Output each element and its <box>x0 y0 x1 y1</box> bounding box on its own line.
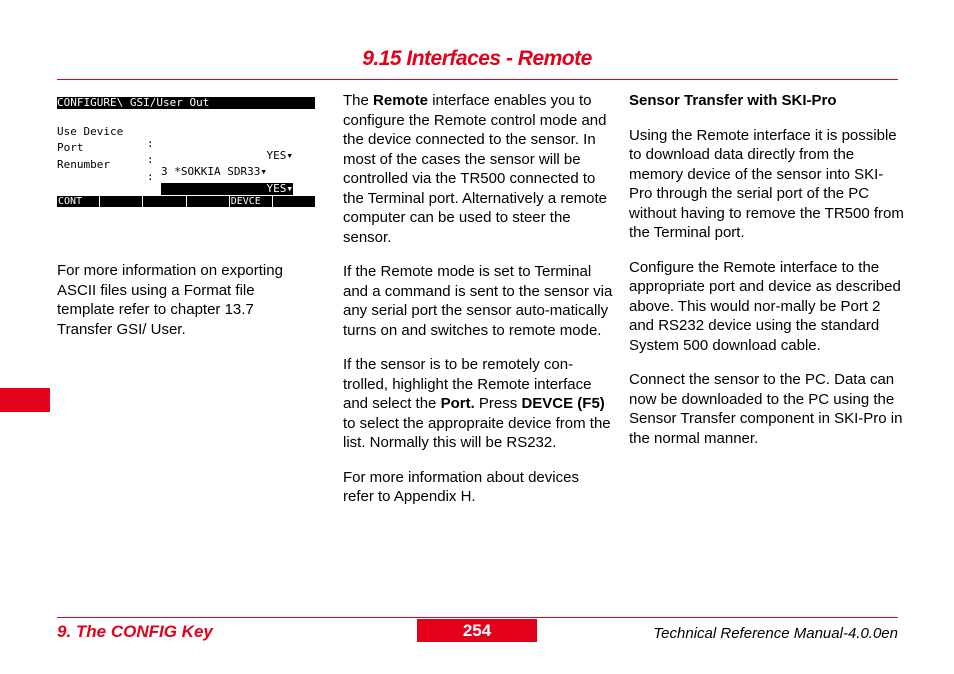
softkey-f6 <box>273 196 315 207</box>
lcd-value: YES▾ <box>266 149 293 162</box>
paragraph: If the Remote mode is set to Terminal and a command is sent to the sensor via any serial port the sensor auto-matically turns on and switches to remote mode. <box>343 263 613 339</box>
footer-manual-title: Technical Reference Manual-4.0.0en <box>653 625 898 642</box>
lcd-colon: : <box>147 153 154 166</box>
lcd-title: CONFIGURE\ GSI/User Out <box>57 97 315 109</box>
lcd-value-highlighted: YES▾ <box>161 183 293 195</box>
text: If the sensor is to be remotely con-trolled, highlight the Remote interface and select the <box>343 356 592 412</box>
lcd-screen <box>57 97 315 212</box>
lcd-label: Port <box>57 141 84 154</box>
lcd-softkey-bar <box>57 196 315 207</box>
softkey-f3 <box>143 196 186 207</box>
lcd-value: 3 *SOKKIA SDR33▾ <box>161 165 267 178</box>
paragraph: Connect the sensor to the PC. Data can now be downloaded to the PC using the Sensor Transfer component in SKI-Pro in the normal manner. <box>629 371 903 447</box>
text: to select the appropraite device from the list. Normally this will be RS232. <box>343 414 611 451</box>
paragraph: For more information about devices refer to Appendix H. <box>343 468 579 505</box>
paragraph <box>343 91 613 247</box>
page-number: 254 <box>417 619 537 642</box>
softkey-f1: CONT <box>57 196 100 207</box>
column-right <box>629 91 904 463</box>
paragraph: Configure the Remote interface to the appropriate port and device as described above. This would nor-mally be Port 2 and RS232 device using the standard System 500 download cable. <box>629 258 901 354</box>
softkey-f2 <box>100 196 143 207</box>
lcd-label: Use Device <box>57 125 124 138</box>
header-rule <box>57 79 898 80</box>
paragraph: Using the Remote interface it is possible to download data directly from the memory device of the sensor into SKI-Pro through the serial port of the PC without having to remove the TR500 from the Terminal port. <box>629 126 904 241</box>
lcd-colon: : <box>147 170 154 183</box>
softkey-f4 <box>187 196 230 207</box>
text: interface enables you to configure the Remote control mode and the device connected to the sensor. In most of the cases the sensor will be controlled via the TR500 connected to the Terminal port. Alternatively a remote computer can be used to steer the sensor. <box>343 92 608 246</box>
section-heading: Sensor Transfer with SKI-Pro <box>629 92 837 109</box>
footer-chapter: 9. The CONFIG Key <box>57 622 213 641</box>
lcd-label: Renumber <box>57 158 110 171</box>
bold-term: DEVCE (F5) <box>521 395 605 412</box>
page-title: 9.15 Interfaces - Remote <box>362 47 592 70</box>
lcd-colon: : <box>147 137 154 150</box>
paragraph <box>343 355 613 453</box>
chapter-tab-marker <box>0 388 50 412</box>
paragraph: For more information on exporting ASCII files using a Format file template refer to chapter 13.7 Transfer GSI/ User. <box>57 262 283 338</box>
column-left <box>57 261 312 354</box>
text: The <box>343 92 374 109</box>
bold-term: Port. <box>440 395 475 412</box>
column-middle <box>343 91 613 522</box>
footer-rule <box>57 617 898 618</box>
softkey-f5: DEVCE <box>230 196 273 207</box>
text: Press <box>474 395 522 412</box>
bold-term: Remote <box>373 92 429 109</box>
